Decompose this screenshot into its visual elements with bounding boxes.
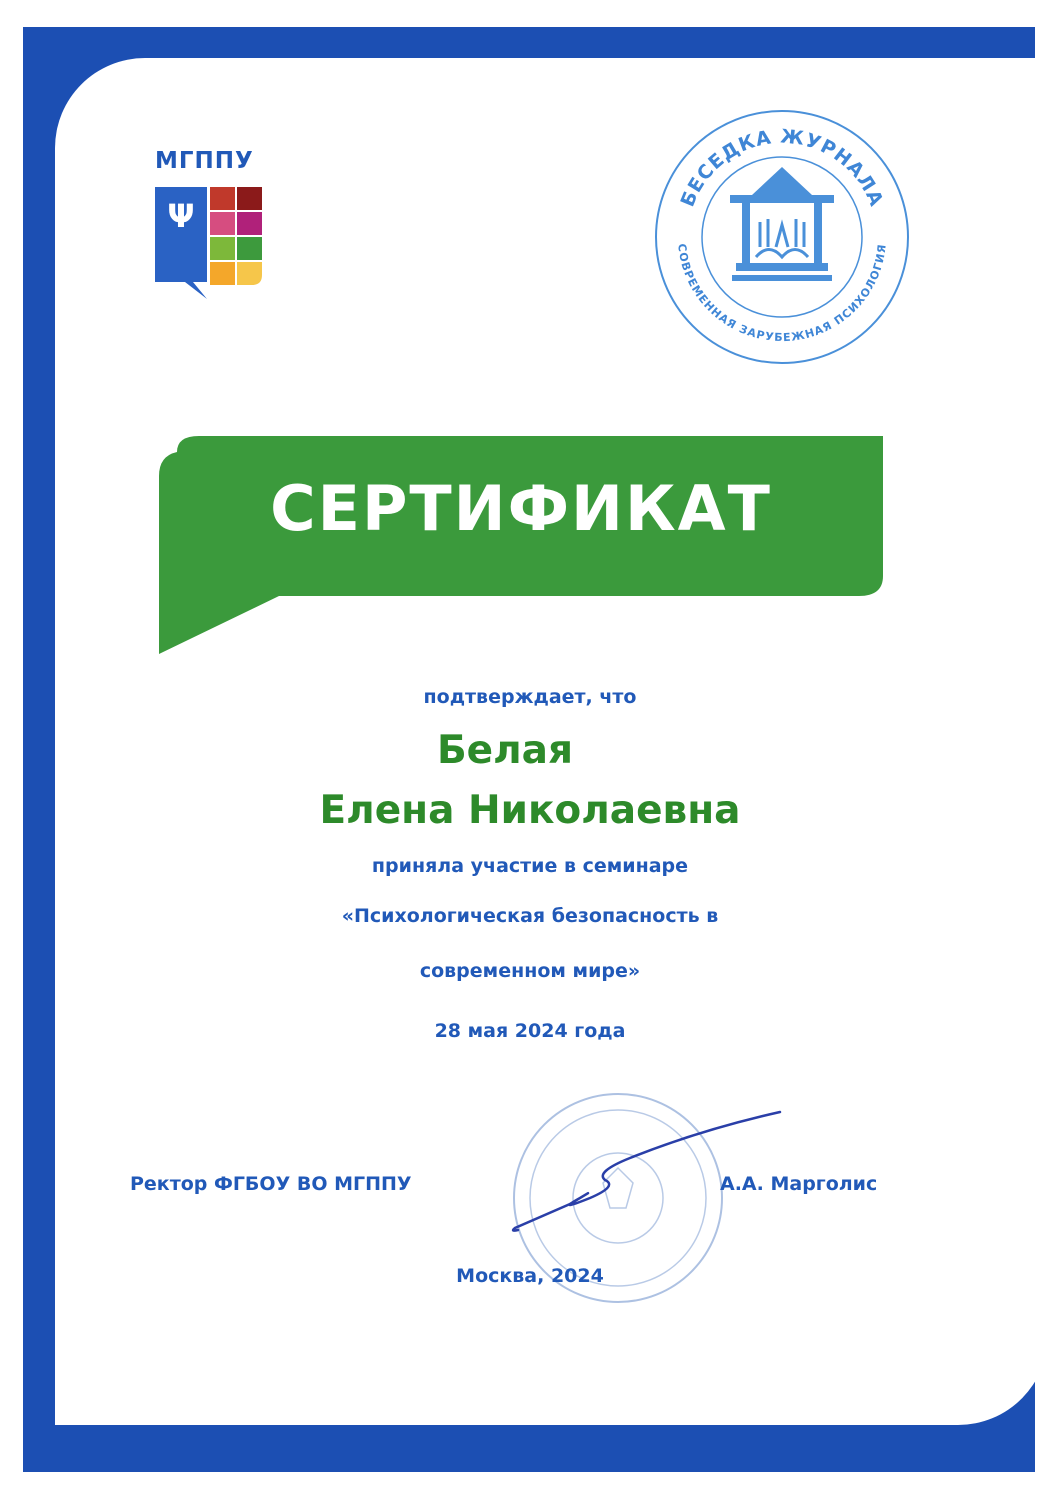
recipient-given-names: Елена Николаевна [319, 788, 741, 833]
rector-title: Ректор ФГБОУ ВО МГППУ [130, 1173, 412, 1195]
svg-text:Ψ: Ψ [167, 197, 195, 235]
certificate-banner [159, 436, 885, 656]
emblem-top-text: БЕСЕДКА ЖУРНАЛА [676, 125, 888, 210]
seminar-date: 28 мая 2024 года [434, 1020, 626, 1042]
confirm-text: подтверждает, что [423, 686, 637, 708]
seminar-title-line2: современном мире» [419, 960, 641, 982]
university-logo-text: МГППУ [155, 148, 254, 174]
certificate-title: СЕРТИФИКАТ [270, 472, 772, 545]
seminar-title-line1: «Психологическая безопасность в [341, 905, 719, 927]
emblem-bottom-text: СОВРЕМЕННАЯ ЗАРУБЕЖНАЯ ПСИХОЛОГИЯ [675, 242, 889, 345]
issue-place-year: Москва, 2024 [456, 1265, 604, 1287]
rector-name: А.А. Марголис [720, 1173, 878, 1195]
journal-emblem-icon [652, 107, 912, 367]
recipient-surname: Белая [436, 728, 574, 773]
university-logo-icon [155, 187, 265, 302]
participation-text: приняла участие в семинаре [371, 855, 689, 877]
